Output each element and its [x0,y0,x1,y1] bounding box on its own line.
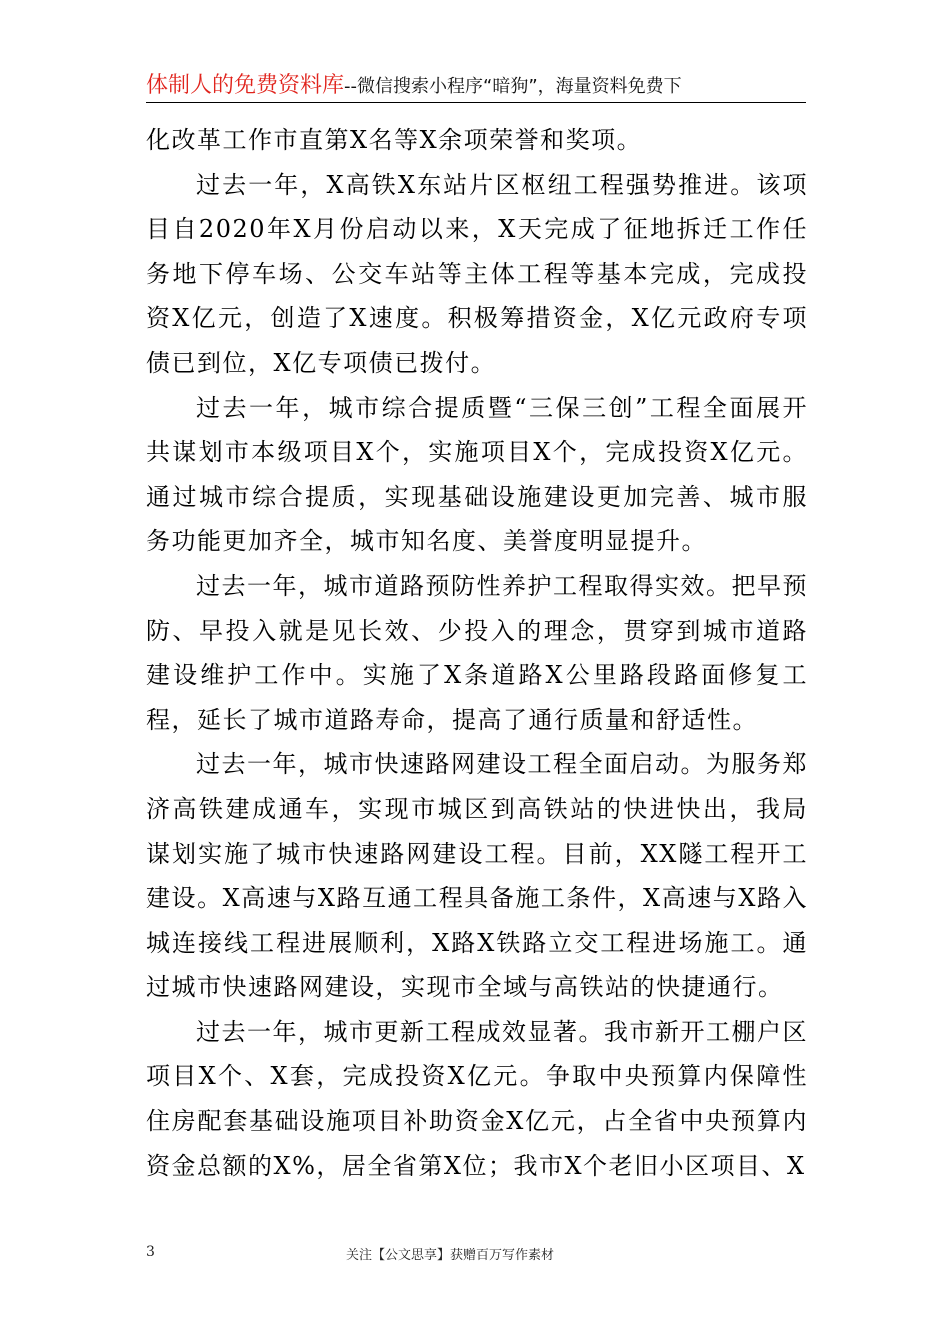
paragraph: 过去一年，城市更新工程成效显著。我市新开工棚户区项目X个、X套，完成投资X亿元。争取中央预算内保障性住房配套基础设施项目补助资金X亿元，占全省中央预算内资金总额的X%，居全省第X位；我市X个老旧小区项目、X [146,1017,808,1180]
footer-note: 关注【公文思享】获赠百万写作素材 [346,1248,555,1263]
paragraph: 过去一年，X高铁X东站片区枢纽工程强势推进。该项目自2020年X月份启动以来，X天完成了征地拆迁工作任务地下停车场、公交车站等主体工程等基本完成，完成投资X亿元，创造了X速度。积极筹措资金，X亿元政府专项债已到位，X亿专项债已拨付。 [146,170,808,377]
page-header [146,68,806,103]
document-body [146,118,808,1188]
paragraph: 化改革工作市直第X名等X余项荣誉和奖项。 [146,126,643,154]
page-footer [146,1244,808,1268]
page-number: 3 [146,1244,155,1260]
header-brand: 体制人的免费资料库 [146,73,345,98]
paragraph: 过去一年，城市综合提质暨“三保三创”工程全面展开共谋划市本级项目X个，实施项目X个，完成投资X亿元。通过城市综合提质，实现基础设施建设更加完善、城市服务功能更加齐全，城市知名度、美誉度明显提升。 [146,393,808,556]
paragraph: 过去一年，城市快速路网建设工程全面启动。为服务郑济高铁建成通车，实现市城区到高铁站的快进快出，我局谋划实施了城市快速路网建设工程。目前，XX隧工程开工建设。X高速与X路互通工程具备施工条件，X高速与X路入城连接线工程进展顺利，X路X铁路立交工程进场施工。通过城市快速路网建设，实现市全域与高铁站的快捷通行。 [146,750,808,1002]
header-promo: --微信搜索小程序“暗狗”，海量资料免费下 [344,76,682,97]
paragraph: 过去一年，城市道路预防性养护工程取得实效。把早预防、早投入就是见长效、少投入的理念，贯穿到城市道路建设维护工作中。实施了X条道路X公里路段路面修复工程，延长了城市道路寿命，提高了通行质量和舒适性。 [146,571,808,734]
